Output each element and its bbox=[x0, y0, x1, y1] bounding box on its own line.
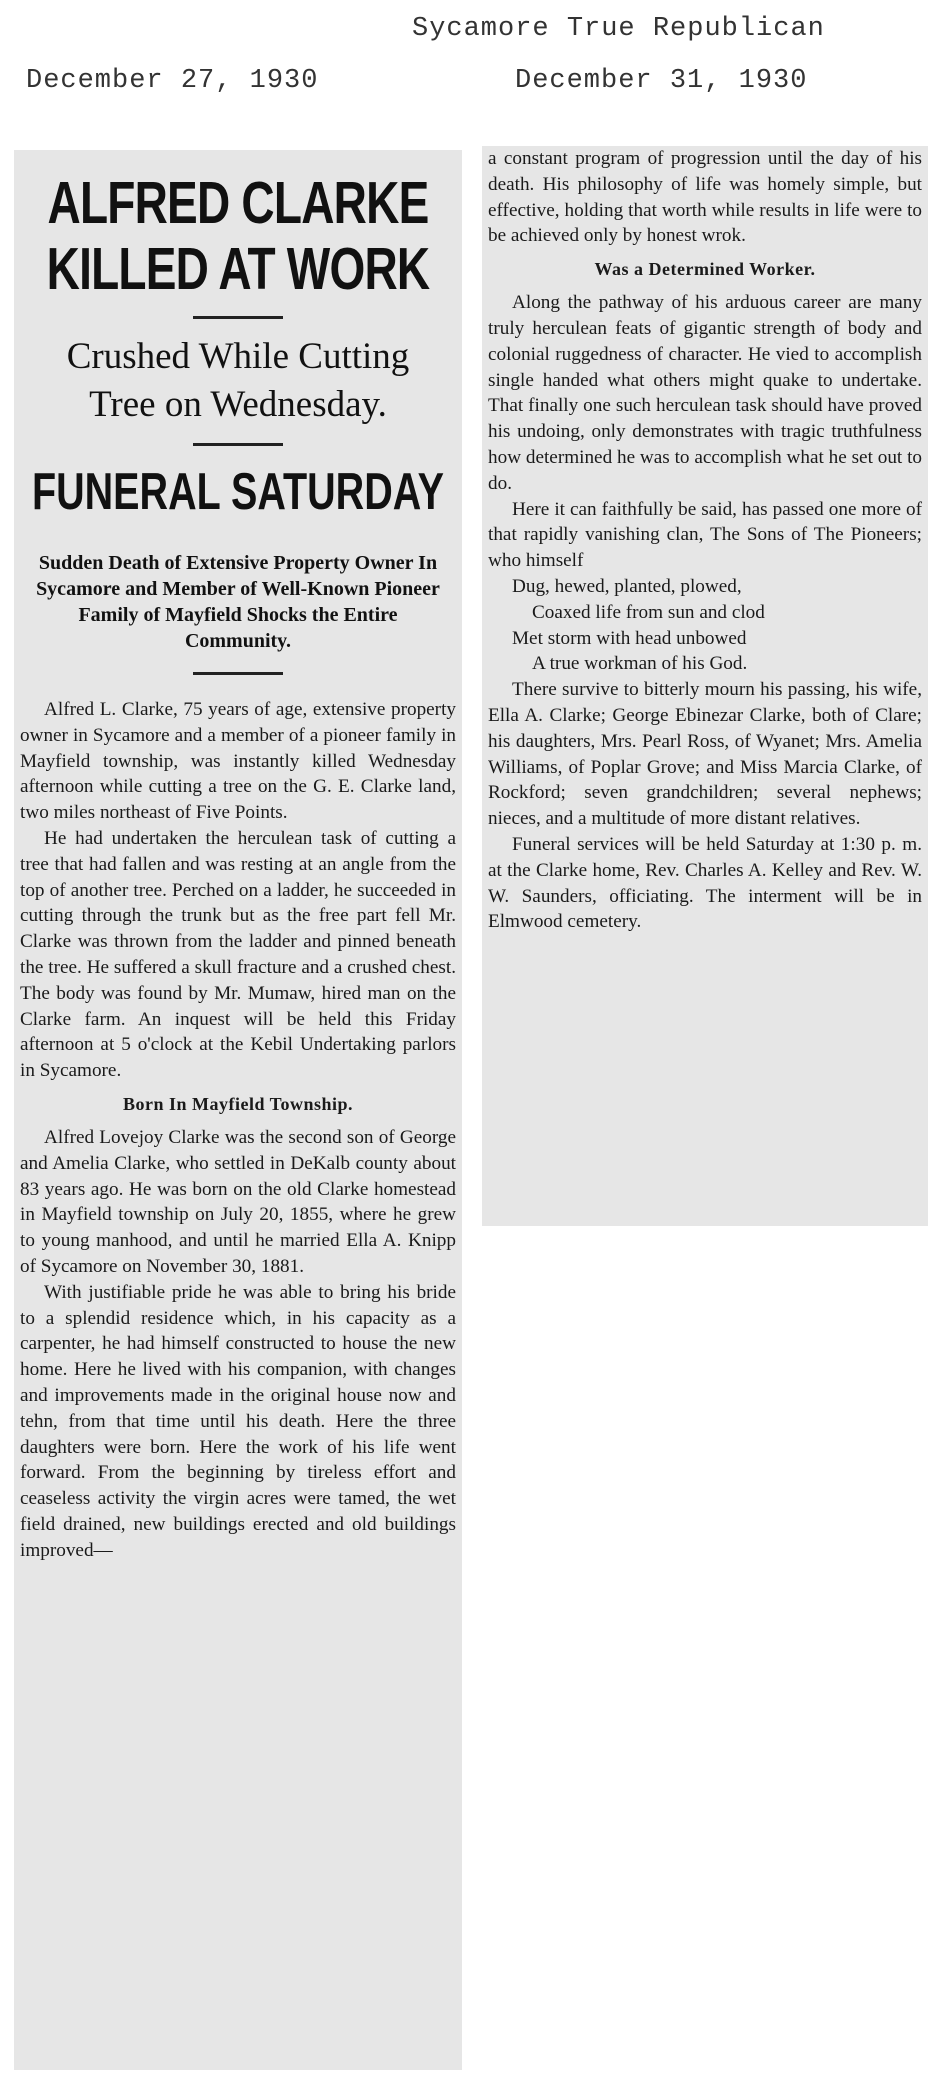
newspaper-name: Sycamore True Republican bbox=[412, 14, 825, 44]
divider bbox=[193, 672, 283, 675]
poem-line: Dug, hewed, planted, plowed, bbox=[512, 575, 742, 597]
article-paragraph: He had undertaken the herculean task of cutting a tree that had fallen and was resting at an angle from the top of another tree. Perched on a ladder, he succeeded in cutting through the trunk but as the free part fell Mr. Clarke was thrown from the ladder and pinned beneath the tree. He suffered a skull fracture and a crushed chest. The body was found by Mr. Mumaw, hired man on the Clarke farm. An inquest will be held this Friday afternoon at 5 o'clock at the Kebil Undertaking parlors in Sycamore. bbox=[20, 827, 456, 1082]
poem-line: Met storm with head unbowed bbox=[512, 627, 747, 649]
clipping-column-right bbox=[482, 146, 928, 1226]
article-paragraph: With justifiable pride he was able to bring his bride to a splendid residence which, in his capacity as a carpenter, he had himself constructed to house the new home. Here he lived with his companion, with changes and improvements made in the original house now and tehn, from that time until his death. Here the three daughters were born. Here the work of his life went forward. From the beginning by tireless effort and ceaseless activity the virgin acres were tamed, the wet field drained, new buildings erected and old buildings improved— bbox=[20, 1281, 456, 1561]
divider bbox=[193, 316, 283, 319]
deck-summary: Sudden Death of Extensive Property Owner In Sycamore and Member of Well-Known Pioneer Family of Mayfield Shocks the Entire Community. bbox=[36, 552, 440, 652]
divider bbox=[193, 443, 283, 446]
clipping-column-left bbox=[14, 150, 462, 2070]
headline-line-1: ALFRED CLARKE bbox=[47, 170, 429, 236]
poem-verse bbox=[488, 574, 922, 677]
section-subhead-worker: Was a Determined Worker. bbox=[594, 259, 816, 280]
article-paragraph: Here it can faithfully be said, has passed one more of that rapidly vanishing clan, The Sons of The Pioneers; who himself bbox=[488, 498, 922, 572]
poem-line: Coaxed life from sun and clod bbox=[532, 601, 765, 623]
article-paragraph: There survive to bitterly mourn his passing, his wife, Ella A. Clarke; George Ebinezar Clarke, both of Clare; his daughters, Mrs. Pearl Ross, of Wyanet; Mrs. Amelia Williams, of Poplar Grove; and Miss Marcia Clarke, of Rockford; seven grandchildren; several nephews; nieces, and a multitude of more distant relatives. bbox=[488, 679, 922, 830]
date-left: December 27, 1930 bbox=[26, 66, 319, 96]
article-paragraph: Alfred Lovejoy Clarke was the second son of George and Amelia Clarke, who settled in DeKalb county about 83 years ago. He was born on the old Clarke homestead in Mayfield township on July 20, 1855, where he grew to young manhood, and until he married Ella A. Knipp of Sycamore on November 30, 1881. bbox=[20, 1126, 456, 1277]
article-paragraph: Along the pathway of his arduous career are many truly herculean feats of gigantic strength of body and colonial ruggedness of character. He vied to accomplish single handed what others might quake to undertake. That finally one such herculean task should have proved his undoing, only demonstrates with tragic truthfulness how determined he was to accomplish what he set out to do. bbox=[488, 292, 922, 494]
date-right: December 31, 1930 bbox=[515, 66, 808, 96]
article-paragraph: a constant program of progression until the day of his death. His philosophy of life was homely simple, but effective, holding that worth while results in life were to be achieved only by honest wrok. bbox=[488, 148, 922, 247]
subheadline-line-1: Crushed While Cutting bbox=[66, 336, 410, 377]
article-paragraph: Funeral services will be held Saturday at 1:30 p. m. at the Clarke home, Rev. Charles A. Kelley and Rev. W. W. Saunders, officiating. The interment will be in Elmwood cemetery. bbox=[488, 833, 922, 933]
section-subhead-born: Born In Mayfield Township. bbox=[122, 1093, 354, 1114]
subheadline-line-2: Tree on Wednesday. bbox=[89, 384, 387, 425]
poem-line: A true workman of his God. bbox=[532, 653, 748, 675]
article-paragraph: Alfred L. Clarke, 75 years of age, extensive property owner in Sycamore and a member of a pioneer family in Mayfield township, was instantly killed Wednesday afternoon while cutting a tree on the G. E. Clarke land, two miles northeast of Five Points. bbox=[20, 699, 456, 824]
headline-funeral: FUNERAL SATURDAY bbox=[31, 463, 445, 521]
headline-line-2: KILLED AT WORK bbox=[46, 236, 430, 302]
